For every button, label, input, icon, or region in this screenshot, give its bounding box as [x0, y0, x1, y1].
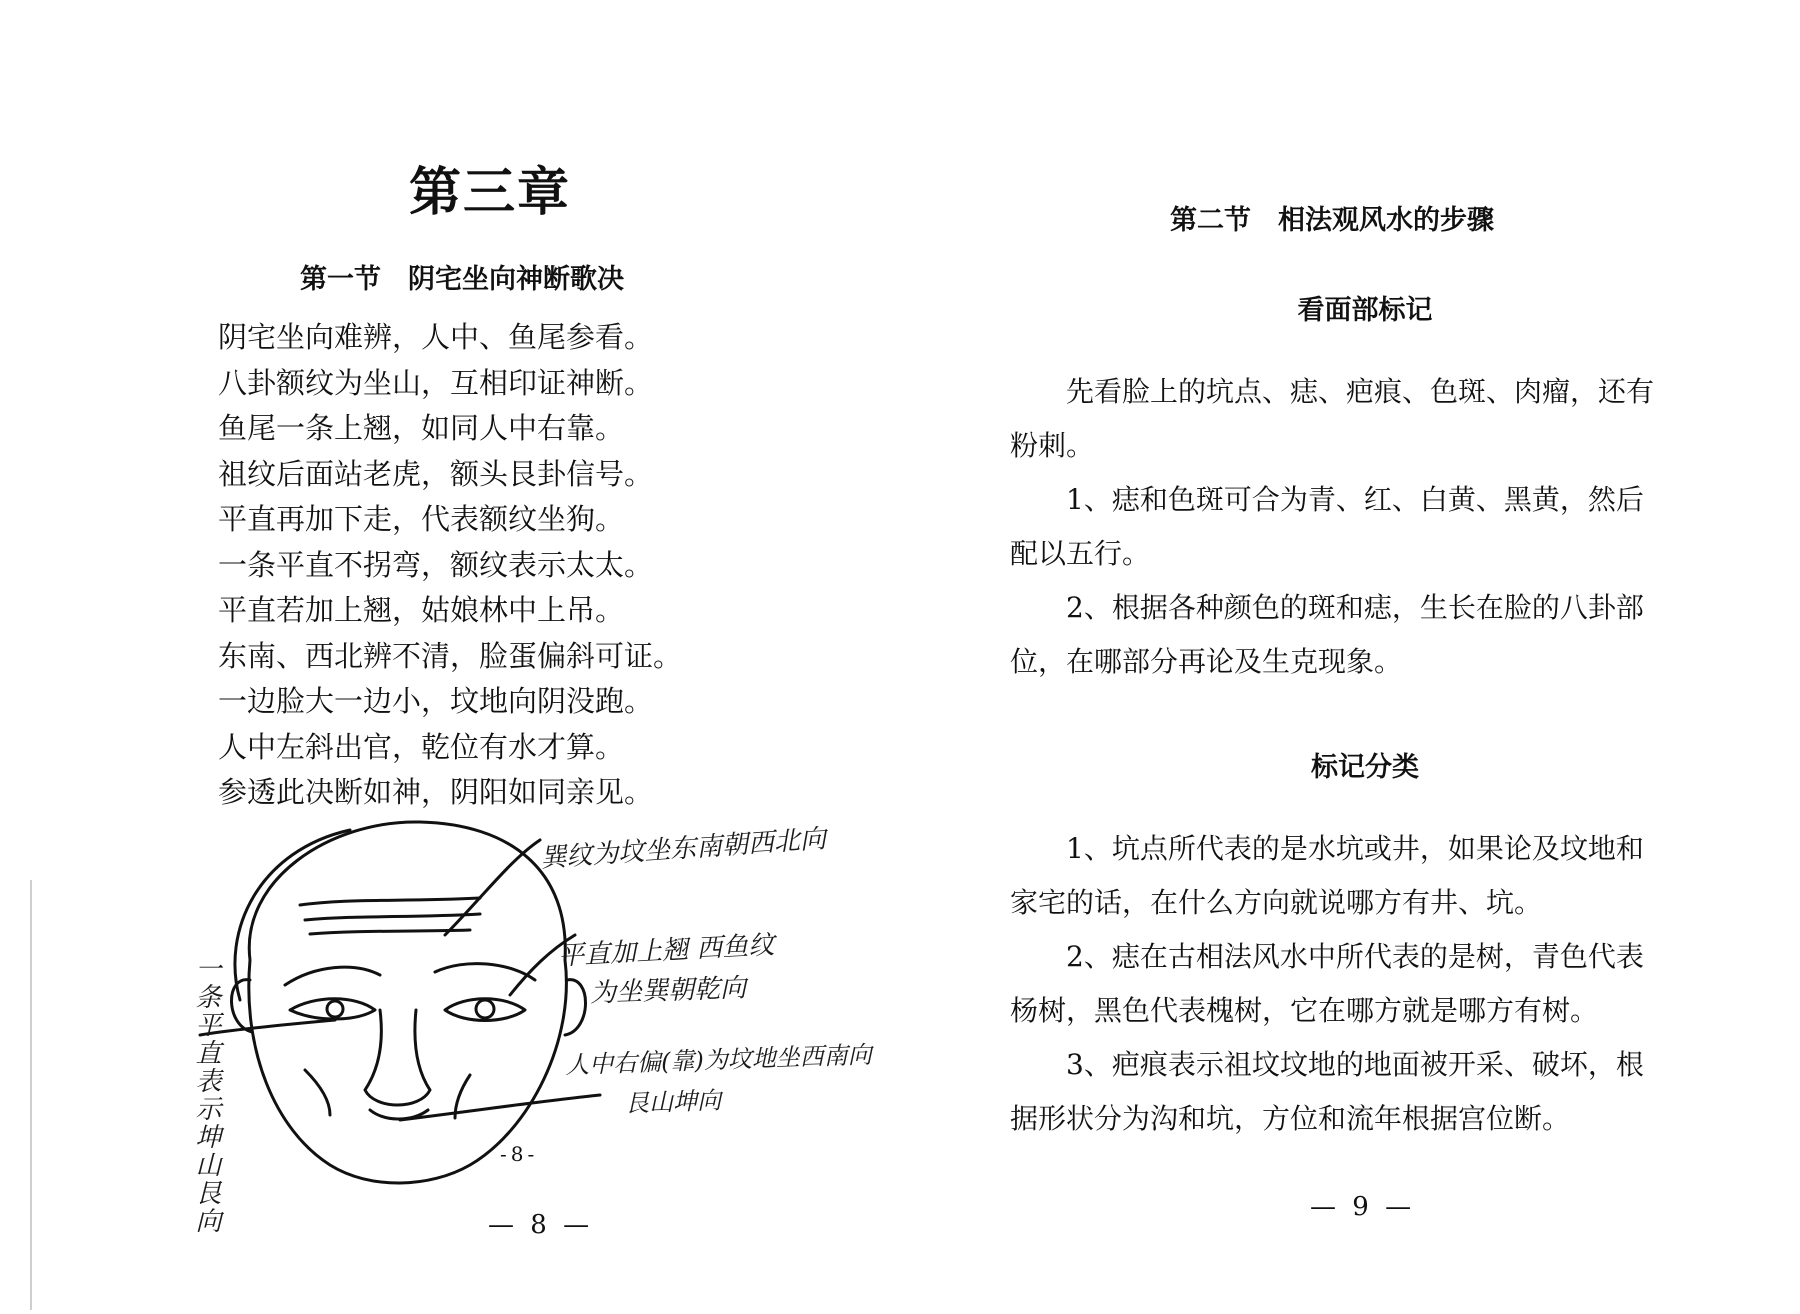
- verse-line: 八卦额纹为坐山，互相印证神断。: [218, 365, 654, 400]
- paragraph: 先看脸上的坑点、痣、疤痕、色斑、肉瘤，还有粉刺。: [1010, 375, 1655, 462]
- verse-line: 人中左斜出官，乾位有水才算。: [218, 729, 625, 764]
- verse-line: 东南、西北辨不清，脸蛋偏斜可证。: [218, 638, 683, 673]
- verse-line: 一条平直不拐弯，额纹表示太太。: [218, 547, 654, 582]
- paragraph-block-mark-types: [1010, 822, 1670, 1146]
- verse-line: 阴宅坐向难辨，人中、鱼尾参看。: [218, 320, 654, 354]
- hairline: [235, 830, 350, 1000]
- head-outline: [249, 822, 567, 1183]
- face-sketch-illustration: [180, 810, 880, 1230]
- annotation-brow-line1: 平直加上翘 西鱼纹: [557, 930, 776, 972]
- forehead-line: [305, 914, 480, 920]
- verse-line: 平直再加下走，代表额纹坐狗。: [218, 502, 625, 536]
- verse-line: 一边脸大一边小，坟地向阴没跑。: [218, 684, 654, 718]
- subsection-title-mark-types: 标记分类: [1311, 752, 1419, 783]
- annotation-vertical: 一条平直表示坤山艮向: [191, 955, 221, 1235]
- paragraph: 2、根据各种颜色的斑和痣，生长在脸的八卦部位，在哪部分再论及生克现象。: [1010, 591, 1644, 678]
- paragraph: 3、疤痕表示祖坟坟地的地面被开采、破坏，根据形状分为沟和坑，方位和流年根据宫位断。: [1010, 1048, 1644, 1135]
- annotation-brow-line2: 为坐巽朝乾向: [589, 973, 747, 1009]
- verse-line: 平直若加上翘，姑娘林中上吊。: [218, 593, 625, 627]
- nose: [365, 1010, 430, 1105]
- left-cheek-line: [305, 1070, 330, 1115]
- right-ear: [565, 980, 586, 1035]
- paragraph: 1、坑点所代表的是水坑或井，如果论及坟地和家宅的话，在什么方向就说哪方有井、坑。: [1010, 832, 1644, 919]
- left-section-title: 第一节 阴宅坐向神断歌决: [300, 264, 624, 295]
- annotation-philtrum-line2: 艮山坤向: [624, 1086, 722, 1118]
- left-page-number-small: -8-: [500, 1142, 539, 1166]
- right-section-title: 第二节 相法观风水的步骤: [1170, 205, 1494, 236]
- subsection-title-face-marks: 看面部标记: [1297, 295, 1433, 326]
- chapter-title: 第三章: [408, 163, 571, 223]
- verse-block: [218, 315, 718, 816]
- left-page-number: — 8 —: [488, 1210, 594, 1240]
- page-edge-shadow: [30, 880, 32, 1310]
- right-eyebrow: [435, 964, 535, 980]
- annotation-philtrum-line1: 人中右偏(靠)为坟地坐西南向: [564, 1040, 873, 1080]
- verse-line: 祖纹后面站老虎，额头艮卦信号。: [218, 456, 654, 491]
- paragraph-block-face-marks: [1010, 365, 1670, 689]
- right-page: [930, 0, 1800, 1314]
- right-pupil: [476, 1000, 494, 1018]
- verse-line: 参透此决断如神，阴阳如同亲见。: [218, 775, 654, 809]
- leader-line-philtrum: [400, 1095, 600, 1120]
- left-eyebrow: [285, 967, 380, 985]
- forehead-line: [300, 898, 480, 905]
- right-page-number: — 9 —: [1310, 1192, 1416, 1222]
- annotation-forehead: 巽纹为坟坐东南朝西北向: [539, 824, 827, 874]
- paragraph: 2、痣在古相法风水中所代表的是树，青色代表杨树，黑色代表槐树，它在哪方就是哪方有树。: [1010, 940, 1644, 1027]
- left-pupil: [327, 1001, 343, 1017]
- verse-line: 鱼尾一条上翘，如同人中右靠。: [218, 411, 625, 445]
- paragraph: 1、痣和色斑可合为青、红、白黄、黑黄，然后配以五行。: [1010, 483, 1644, 570]
